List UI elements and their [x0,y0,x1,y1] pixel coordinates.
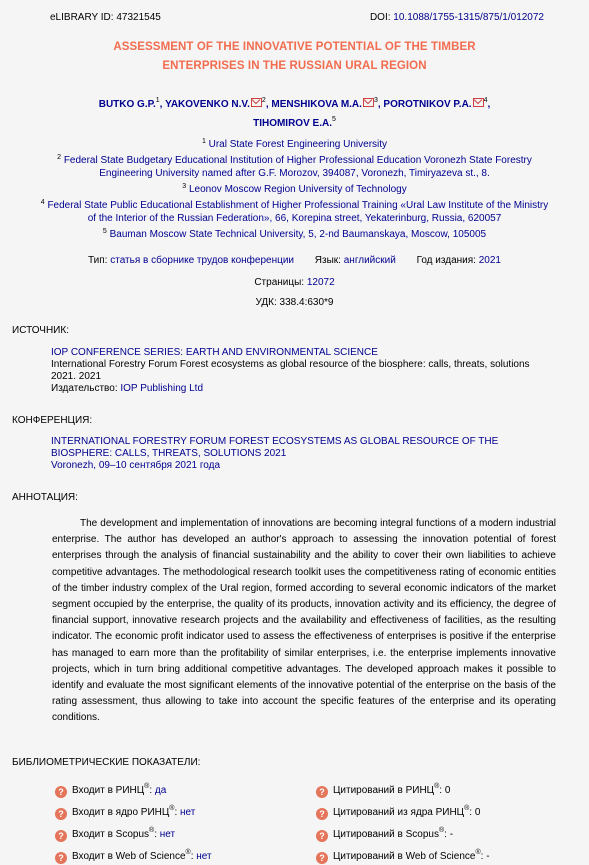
biblio-value: нет [196,851,212,862]
language-label: Язык: [314,255,344,266]
biblio-value: да [154,785,167,796]
help-icon[interactable]: ? [316,830,328,842]
pages-value: 12072 [306,277,335,288]
biblio-sep: : [439,785,445,796]
udk-meta [0,297,589,308]
author-link[interactable]: YAKOVENKO N.V. [165,99,250,110]
affiliation-number: 3 [182,183,187,190]
author-link[interactable]: MENSHIKOVA M.A. [271,99,362,110]
source-heading: ИСТОЧНИК: [12,325,69,336]
biblio-sep: : [469,807,475,818]
pages-label: Страницы: [254,277,307,288]
conference-link[interactable]: INTERNATIONAL FORESTRY FORUM FOREST ECOSYSTEMS AS GLOBAL RESOURCE OF THE BIOSPHERE: CALLS, THREATS, SOLUTIONS 2021 [51,436,499,459]
journal-link[interactable]: IOP CONFERENCE SERIES: EARTH AND ENVIRONMENTAL SCIENCE [51,347,378,358]
doi-link[interactable]: 10.1088/1755-1315/875/1/012072 [393,12,544,23]
top-line [50,12,544,26]
author-affil-number: 4 [483,97,488,104]
biblio-sep: : [480,851,487,862]
affiliation-item [40,135,549,151]
biblio-label: Входит в Scopus [72,829,150,840]
biblio-label: Входит в Web of Science [72,851,186,862]
article-title [0,38,589,76]
mail-icon[interactable] [363,98,374,107]
biblio-value: - [486,851,490,862]
biblio-row [316,805,480,819]
doi [370,12,544,23]
registered-mark: ® [475,849,481,856]
type-value: статья в сборнике трудов конференции [110,255,295,266]
registered-mark: ® [144,783,150,790]
registered-mark: ® [434,783,440,790]
elibrary-id: eLIBRARY ID: 47321545 [50,12,161,23]
help-icon[interactable]: ? [316,808,328,820]
affiliation-item [40,151,549,180]
abstract-text: The development and implementation of innovations are becoming integral functions of a modern industrial enterprise. The author has developed an author's approach to assessing the innovation potential of forest enterprises through the analysis of financial sustainability and the ability to cover their own liabilities to achieve competitive advantages. The methodological research toolkit uses the competitiveness rating of economic entities of the timber industry complex of the Ural region, formed according to several economic indicators of the market segment occupied by the enterprise, the quality of its products, innovation activity and its efficiency, the degree of financial support, innovative research projects and the availability and effectiveness of facilities, as the resulting indicator. The economic profit indicator used to assess the effectiveness of enterprises is positive if the enterprise has managed to earn more than the profitability of similar enterprises, i.e. the enterprise implements innovative projects, which in turn bring additional competitive advantages. The developed approach makes it possible to identify and evaluate the most significant elements of the innovative potential of the enterprise on the basis of the rating assessment, thus allowing to take into account the specific features of the enterprise and its operating conditions. [52,518,556,724]
affiliation-link[interactable]: Federal State Budgetary Educational Institution of Higher Professional Education Voronezh State Forestry Engineering University named after G.F. Morozov, 394087, Voronezh, Timiryazeva st., 8. [63,155,532,179]
author-link[interactable]: POROTNIKOV P.A. [383,99,472,110]
biblio-row [316,827,453,841]
author-link[interactable]: BUTKO G.P. [98,99,156,110]
pages-meta [0,277,589,288]
biblio-row [55,827,175,841]
mail-icon[interactable] [251,98,262,107]
title-line-2: ENTERPRISES IN THE RUSSIAN URAL REGION [162,60,427,72]
registered-mark: ® [464,805,470,812]
publisher-link[interactable]: IOP Publishing Ltd [120,383,204,394]
affiliation-link[interactable]: Leonov Moscow Region University of Technology [188,184,407,195]
biblio-sep: : [154,829,160,840]
registered-mark: ® [438,827,445,834]
help-icon[interactable]: ? [55,830,67,842]
author-affil-number: 5 [332,116,336,123]
biblio-sep: : [444,829,450,840]
title-line-1: ASSESSMENT OF THE INNOVATIVE POTENTIAL OF THE TIMBER [113,41,476,53]
biblio-sep: : [190,851,197,862]
affiliation-number: 4 [40,199,45,206]
biblio-label: Цитирований в Web of Science [333,851,476,862]
conference-block [51,436,551,472]
help-icon[interactable]: ? [55,808,67,820]
biblio-row [55,849,212,863]
biblio-row [55,783,166,797]
affiliations [40,135,549,241]
help-icon[interactable]: ? [316,786,328,798]
abstract-heading: АННОТАЦИЯ: [12,492,78,503]
affiliation-link[interactable]: Federal State Public Educational Establishment of Higher Professional Training «Ural Law Institute of the Ministry of the Interior of the Russian Federation», 66, Korepina street, Yekaterinburg, Russia, 620057 [47,200,549,224]
doi-label: DOI: [369,12,394,23]
biblio-row [55,805,195,819]
proceedings-title: International Forestry Forum Forest ecosystems as global resource of the biosphere: calls, threats, solutions 2021. 2021 [51,359,530,382]
affiliation-number: 2 [57,154,62,161]
mail-icon[interactable] [473,98,484,107]
help-icon[interactable]: ? [55,786,67,798]
author-affil-number: 1 [155,97,160,104]
biblio-heading: БИБЛИОМЕТРИЧЕСКИЕ ПОКАЗАТЕЛИ: [12,757,201,768]
conference-heading: КОНФЕРЕНЦИЯ: [12,415,93,426]
author-link[interactable]: TIHOMIROV E.A. [253,118,332,129]
biblio-label: Цитирований из ядра РИНЦ [333,807,465,818]
udk-label: УДК: [255,297,280,308]
conference-place-date: Voronezh, 09–10 сентября 2021 года [51,460,221,471]
biblio-value: - [449,829,454,840]
affiliation-item [40,196,549,225]
help-icon[interactable]: ? [55,852,67,864]
biblio-row [316,849,490,863]
author-affil-number: 2 [261,97,266,104]
biblio-row [316,783,450,797]
udk-value: 338.4:630*9 [279,297,334,308]
author-list: BUTKO G.P.$^1$, YAKOVENKO N.V. $^2$, MENSHIKOVA M.A. $^3$, POROTNIKOV P.A. $^4$, TIHOMIROV E.A.$^5$ [98,97,491,129]
type-label: Тип: [88,255,111,266]
biblio-value: 0 [444,785,451,796]
biblio-value: 0 [474,807,481,818]
biblio-label: Цитирований в Scopus [333,829,439,840]
author-affil-number: 3 [373,97,378,104]
affiliation-number: 1 [201,138,206,145]
biblio-sep: : [149,785,155,796]
source-block [51,347,551,395]
biblio-label: Входит в ядро РИНЦ [72,807,170,818]
help-icon[interactable]: ? [316,852,328,864]
year-value: 2021 [478,255,501,266]
biblio-label: Входит в РИНЦ [72,785,145,796]
affiliation-link[interactable]: Bauman Moscow State Technical University, 5, 2-nd Baumanskaya, Moscow, 105005 [109,229,487,240]
affiliation-item [40,180,549,196]
language-value: английский [343,255,396,266]
publisher-label: Издательство: [51,383,121,394]
affiliation-link[interactable]: Ural State Forest Engineering University [208,139,388,150]
year-label: Год издания: [416,255,479,266]
registered-mark: ® [149,827,155,834]
registered-mark: ® [169,805,175,812]
affiliation-number: 5 [102,228,107,235]
biblio-sep: : [174,807,181,818]
biblio-label: Цитирований в РИНЦ [333,785,435,796]
registered-mark: ® [185,849,191,856]
biblio-value: нет [159,829,176,840]
publication-meta [0,255,589,266]
affiliation-item [40,225,549,241]
biblio-value: нет [180,807,196,818]
